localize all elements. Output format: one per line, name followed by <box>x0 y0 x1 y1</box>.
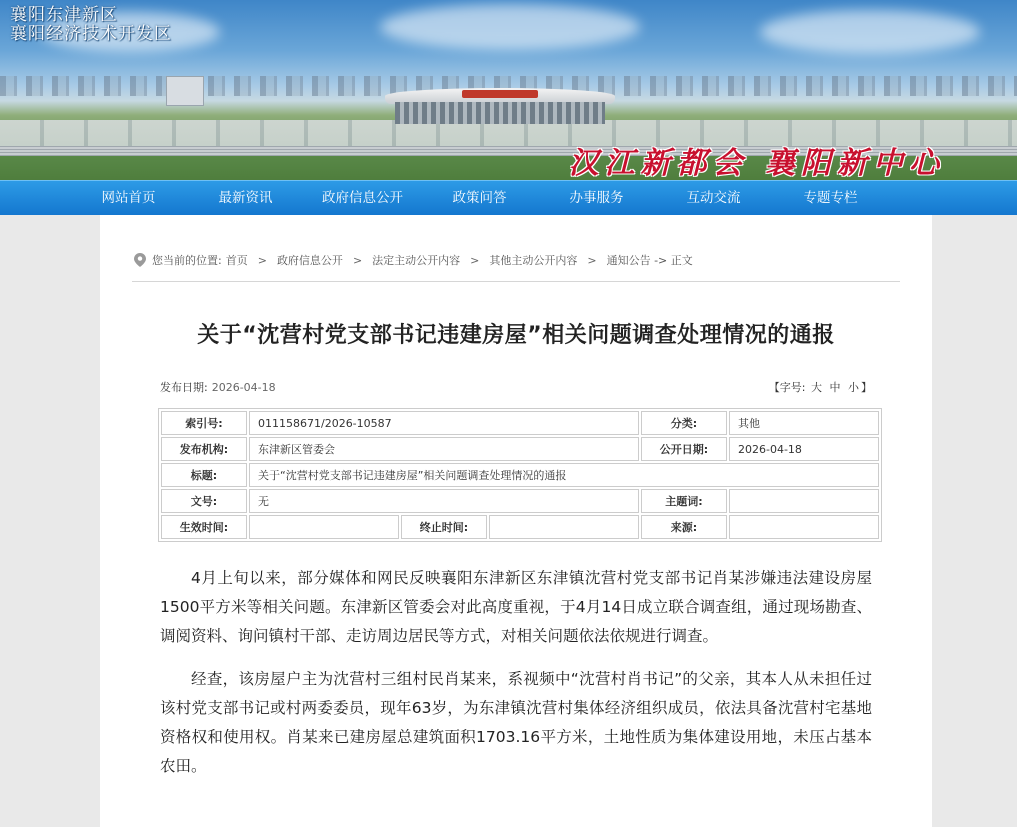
org-label: 发布机构: <box>161 437 247 461</box>
banner-slogan: 汉江新都会 襄阳新中心 <box>568 146 945 180</box>
article-meta <box>160 379 872 395</box>
table-row <box>161 411 879 435</box>
article-title: 关于“沈营村党支部书记违建房屋”相关问题调查处理情况的通报 <box>197 323 835 348</box>
breadcrumb-prefix: 您当前的位置: <box>152 254 222 267</box>
header-banner <box>0 0 1017 180</box>
main-nav <box>0 180 1017 215</box>
nav-home[interactable]: 网站首页 <box>101 190 156 206</box>
org-value: 东津新区管委会 <box>249 437 639 461</box>
article-paragraph: 4月上旬以来，部分媒体和网民反映襄阳东津新区东津镇沈营村党支部书记肖某涉嫌违法建设房屋1500平方米等相关问题。东津新区管委会对此高度重视，于4月14日成立联合调查组，通过现场勘查、调阅资料、询问镇村干部、走访周边居民等方式，对相关问题依法依规进行调查。 <box>160 569 872 645</box>
banner-cloud <box>760 10 980 54</box>
effective-value <box>249 515 399 539</box>
breadcrumb-other[interactable]: 其他主动公开内容 <box>489 254 578 267</box>
site-name-line2: 襄阳经济技术开发区 <box>10 24 172 44</box>
doc-no-label: 文号: <box>161 489 247 513</box>
breadcrumb <box>132 215 900 282</box>
nav-interaction[interactable]: 互动交流 <box>686 190 741 206</box>
table-row <box>161 437 879 461</box>
font-size-medium[interactable]: 中 <box>829 381 841 394</box>
breadcrumb-separator: > <box>587 253 597 267</box>
table-row <box>161 463 879 487</box>
publish-date <box>160 379 276 395</box>
title-label: 标题: <box>161 463 247 487</box>
font-size-large[interactable]: 大 <box>811 381 822 394</box>
publish-date-value: 2026-04-18 <box>211 381 276 394</box>
expire-label: 终止时间: <box>401 515 487 539</box>
font-size-small[interactable]: 小 <box>848 381 859 394</box>
article-container <box>100 215 932 827</box>
breadcrumb-separator: > <box>352 253 363 267</box>
breadcrumb-current[interactable]: 通知公告 -> 正文 <box>606 254 693 267</box>
source-label: 来源: <box>641 515 727 539</box>
breadcrumb-statutory[interactable]: 法定主动公开内容 <box>372 254 461 267</box>
banner-station-body <box>395 102 605 124</box>
category-label: 分类: <box>641 411 727 435</box>
breadcrumb-separator: > <box>470 253 480 267</box>
font-size-label: 【字号: <box>768 381 806 394</box>
location-pin-icon <box>134 253 146 267</box>
subject-value <box>729 489 879 513</box>
table-row <box>161 489 879 513</box>
table-row <box>161 515 879 539</box>
breadcrumb-separator: > <box>257 253 267 267</box>
breadcrumb-gov-info[interactable]: 政府信息公开 <box>276 254 343 267</box>
site-name-line1: 襄阳东津新区 <box>10 5 118 25</box>
pubdate-value: 2026-04-18 <box>729 437 879 461</box>
nav-gov-info[interactable]: 政府信息公开 <box>322 190 403 206</box>
source-value <box>729 515 879 539</box>
index-value: 011158671/2026-10587 <box>249 411 639 435</box>
nav-topics[interactable]: 专题专栏 <box>803 190 858 206</box>
nav-services[interactable]: 办事服务 <box>569 190 624 206</box>
subject-label: 主题词: <box>641 489 727 513</box>
category-value: 其他 <box>729 411 879 435</box>
pubdate-label: 公开日期: <box>641 437 727 461</box>
expire-value <box>489 515 639 539</box>
title-value: 关于“沈营村党支部书记违建房屋”相关问题调查处理情况的通报 <box>249 463 879 487</box>
breadcrumb-home[interactable]: 首页 <box>225 254 248 267</box>
banner-station-sign <box>462 90 538 98</box>
font-size-close: 】 <box>861 381 872 394</box>
banner-tower <box>166 76 204 106</box>
doc-no-value: 无 <box>249 489 639 513</box>
banner-cloud <box>380 4 640 50</box>
index-label: 索引号: <box>161 411 247 435</box>
effective-label: 生效时间: <box>161 515 247 539</box>
font-size-switcher <box>769 379 872 395</box>
info-table <box>158 408 882 542</box>
article-paragraph: 经查，该房屋户主为沈营村三组村民肖某来，系视频中“沈营村肖书记”的父亲，其本人从未担任过该村党支部书记或村两委委员，现年63岁，为东津镇沈营村集体经济组织成员，依法具备沈营村宅基地资格权和使用权。肖某来已建房屋总建筑面积1703.16平方米，土地性质为集体建设用地，未压占基本农田。 <box>160 670 872 775</box>
site-name[interactable] <box>10 6 172 44</box>
article-body <box>160 564 872 781</box>
nav-latest-news[interactable]: 最新资讯 <box>218 190 273 206</box>
nav-policy-qa[interactable]: 政策问答 <box>452 190 507 206</box>
publish-date-label: 发布日期: <box>160 381 208 394</box>
